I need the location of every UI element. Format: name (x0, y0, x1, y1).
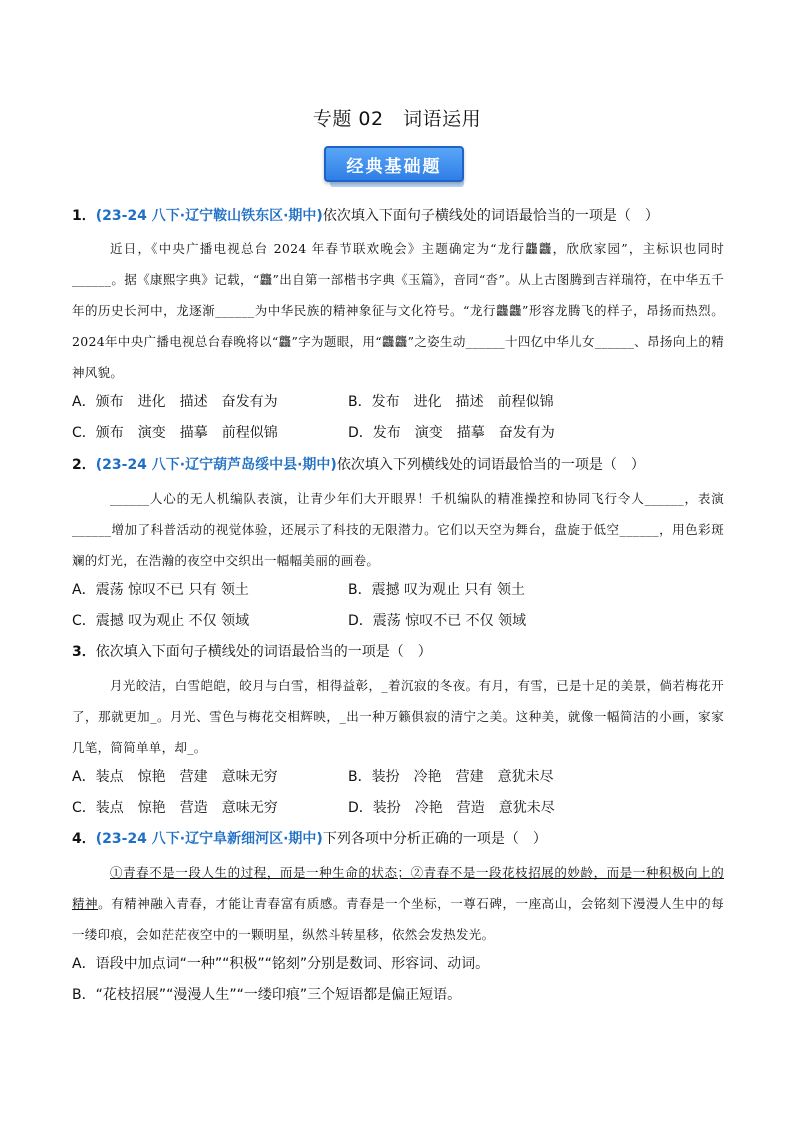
option-c[interactable]: C．颁布 演变 描摹 前程似锦 (72, 425, 278, 441)
question-text: 依次填入下面句子横线处的词语最恰当的一项是（ ） (95, 644, 432, 660)
question-4-passage (72, 857, 724, 950)
question-2-passage: ______人心的无人机编队表演，让青少年们大开眼界！千机编队的精准操控和协同飞行令人______，表演______增加了科普活动的视觉体验，还展示了科技的无限潜力。它们以天空为舞台，盘旋于低空______，用色彩斑斓的灯光，在浩瀚的夜空中交织出一幅幅美丽的画卷。 (72, 491, 724, 568)
question-3-options-row-2 (72, 798, 732, 818)
question-number: 3． (72, 644, 96, 660)
question-3-options-row-1 (72, 767, 732, 787)
question-4-stem (72, 829, 732, 849)
page-title: 专题 02 词语运用 (312, 108, 482, 130)
question-text: 依次填入下面句子横线处的词语最恰当的一项是（ ） (322, 208, 659, 224)
option-a[interactable]: A．震荡 惊叹不已 只有 领土 (72, 582, 249, 598)
question-4-option-b-row (72, 985, 732, 1005)
option-b[interactable]: B．震撼 叹为观止 只有 领土 (348, 582, 525, 598)
question-text: 下列各项中分析正确的一项是（ ） (322, 831, 547, 847)
option-a[interactable]: A．语段中加点词“一种”“积极”“铭刻”分别是数词、形容词、动词。 (72, 956, 490, 972)
question-2-stem (72, 455, 732, 475)
question-source: (23-24 八下·辽宁葫芦岛绥中县·期中) (95, 457, 337, 473)
question-1-stem (72, 206, 732, 226)
option-c[interactable]: C．装点 惊艳 营造 意味无穷 (72, 800, 278, 816)
passage-text: 。有精神融入青春，才能让青春富有质感。青春是一个坐标，一尊石碑，一座高山，会铭刻下漫漫人生中的每一缕印痕，会如茫茫夜空中的一颗明星，纵然斗转星移，依然会发热发光。 (72, 896, 724, 942)
option-b[interactable]: B．装扮 冷艳 营建 意犹未尽 (348, 769, 554, 785)
option-d[interactable]: D．发布 演变 描摹 奋发有为 (348, 425, 555, 441)
question-text: 依次填入下列横线处的词语最恰当的一项是（ ） (336, 457, 645, 473)
question-source: (23-24 八下·辽宁阜新细河区·期中) (95, 831, 323, 847)
option-d[interactable]: D．震荡 惊叹不已 不仅 领域 (348, 613, 527, 629)
option-c[interactable]: C．震撼 叹为观止 不仅 领域 (72, 613, 250, 629)
question-3-passage: 月光皎洁，白雪皑皑，皎月与白雪，相得益彰，_着沉寂的冬夜。有月，有雪，已是十足的美景，倘若梅花开了，那就更加_。月光、雪色与梅花交相辉映，_出一种万籁俱寂的清宁之美。这种美，就像一幅简洁的小画，家家几笔，简简单单，却_。 (72, 678, 724, 755)
option-a[interactable]: A．装点 惊艳 营建 意味无穷 (72, 769, 278, 785)
option-a[interactable]: A．颁布 进化 描述 奋发有为 (72, 394, 278, 410)
option-b[interactable]: B．发布 进化 描述 前程似锦 (348, 394, 554, 410)
option-d[interactable]: D．装扮 冷艳 营造 意犹未尽 (348, 800, 555, 816)
question-source: (23-24 八下·辽宁鞍山铁东区·期中) (95, 208, 323, 224)
question-1-options-row-2 (72, 423, 732, 443)
question-number: 4． (72, 831, 96, 847)
question-1-options-row-1 (72, 392, 732, 412)
question-3-stem (72, 642, 732, 662)
badge-label: 经典基础题 (324, 146, 464, 182)
question-2-options-row-1 (72, 580, 732, 600)
question-number: 1． (72, 208, 96, 224)
option-b[interactable]: B．“花枝招展”“漫漫人生”“一缕印痕”三个短语都是偏正短语。 (72, 987, 462, 1003)
question-2-options-row-2 (72, 611, 732, 631)
question-1-passage: 近日，《中央广播电视总台 2024 年春节联欢晚会》主题确定为“龙行龘龘，欣欣家园”，主标识也同时______。据《康熙字典》记载，“龘”出自第一部楷书字典《玉篇》，音同“沓”。从上古图腾到吉祥瑞符，在中华五千年的历史长河中，龙逐渐______为中华民族的精神象征与文化符号。“龙行龘龘”形容龙腾飞的样子，昂扬而热烈。2024年中央广播电视总台春晚将以“龘”字为题眼，用“龘龘”之姿生动______十四亿中华儿女______、昂扬向上的精神风貌。 (72, 241, 724, 380)
question-number: 2． (72, 457, 96, 473)
question-4-option-a-row (72, 954, 732, 974)
underlined-passage: ①青春不是一段人生的过程，而是一种生命的状态；②青春不是一段花枝招展的妙龄，而是一种积极向上的精神 (72, 865, 724, 911)
section-badge (320, 143, 474, 191)
